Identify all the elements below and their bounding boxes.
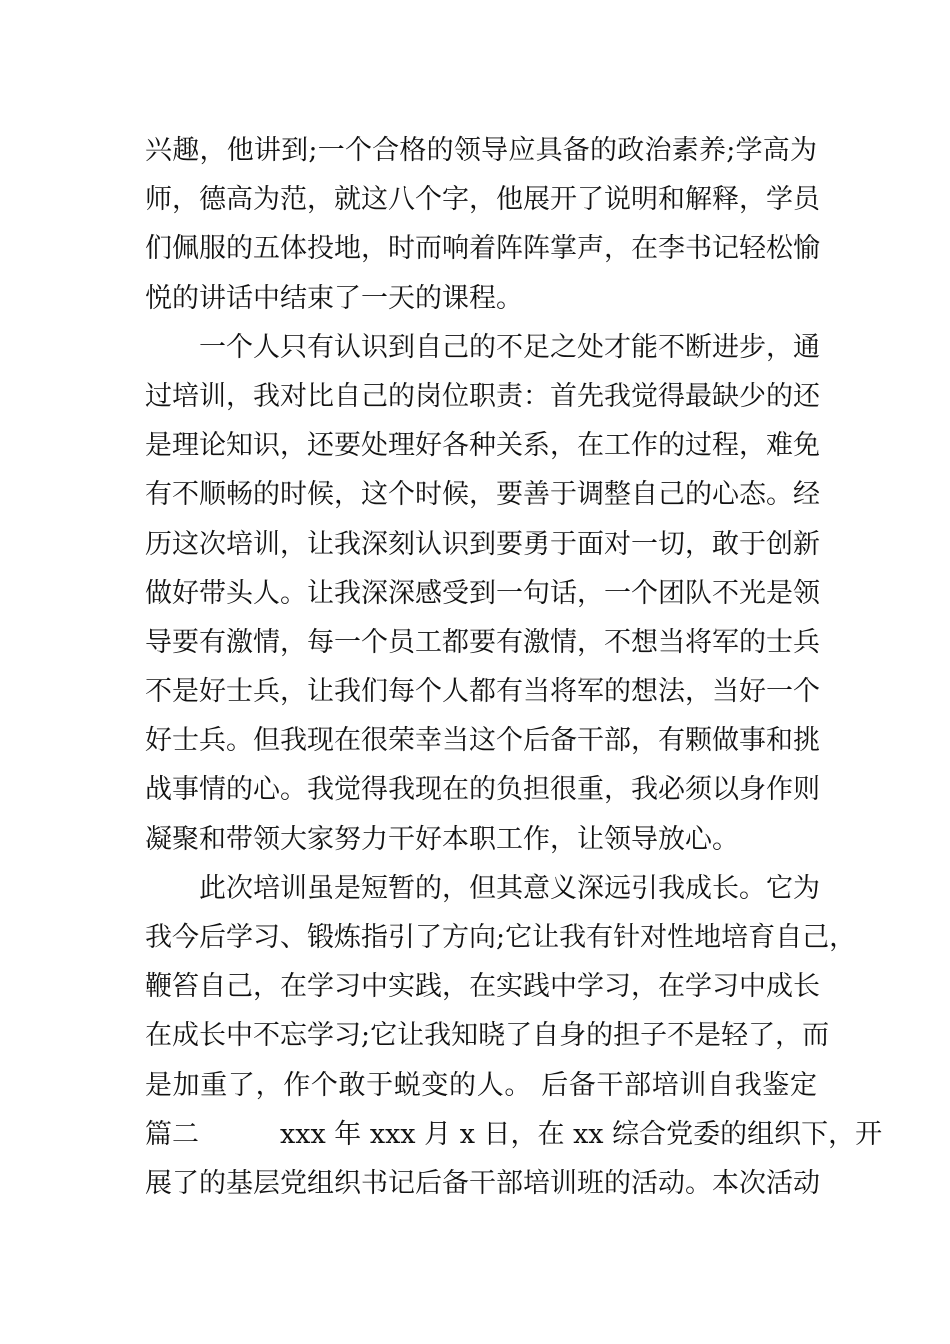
text-line: 篇二 xxx 年 xxx 月 x 日，在 xx 综合党委的组织下，开 xyxy=(145,1118,883,1150)
text-line: 导要有激情，每一个员工都要有激情，不想当将军的士兵 xyxy=(145,626,820,658)
text-line: 好士兵。但我现在很荣幸当这个后备干部，有颗做事和挑 xyxy=(145,725,820,757)
text-line: 有不顺畅的时候，这个时候，要善于调整自己的心态。经 xyxy=(145,479,820,511)
text-line: 做好带头人。让我深深感受到一句话，一个团队不光是领 xyxy=(145,577,820,609)
text-line: 展了的基层党组织书记后备干部培训班的活动。本次活动 xyxy=(145,1167,820,1199)
paragraph-first-line: 一个人只有认识到自己的不足之处才能不断进步，通 xyxy=(199,331,820,363)
text-line: 鞭笞自己，在学习中实践，在实践中学习，在学习中成长 xyxy=(145,971,820,1003)
text-line: 悦的讲话中结束了一天的课程。 xyxy=(145,282,523,314)
text-line: 师，德高为范，就这八个字，他展开了说明和解释，学员 xyxy=(145,184,820,216)
paragraph-first-line: 此次培训虽是短暂的，但其意义深远引我成长。它为 xyxy=(199,872,820,904)
text-line: 战事情的心。我觉得我现在的负担很重，我必须以身作则 xyxy=(145,774,820,806)
text-line: 在成长中不忘学习;它让我知晓了自身的担子不是轻了，而 xyxy=(145,1020,830,1052)
text-line: 们佩服的五体投地，时而响着阵阵掌声，在李书记轻松愉 xyxy=(145,233,820,265)
text-line: 不是好士兵，让我们每个人都有当将军的想法，当好一个 xyxy=(145,676,820,708)
body-text xyxy=(145,126,883,1208)
text-line: 是加重了，作个敢于蜕变的人。 后备干部培训自我鉴定 xyxy=(145,1069,817,1101)
text-line: 兴趣，他讲到;一个合格的领导应具备的政治素养;学高为 xyxy=(145,135,817,166)
text-line: 我今后学习、锻炼指引了方向;它让我有针对性地培育自己， xyxy=(145,922,857,953)
text-line: 过培训，我对比自己的岗位职责：首先我觉得最缺少的还 xyxy=(145,380,820,412)
text-line: 历这次培训，让我深刻认识到要勇于面对一切，敢于创新 xyxy=(145,528,820,560)
text-line: 是理论知识，还要处理好各种关系，在工作的过程，难免 xyxy=(145,430,820,462)
text-line: 凝聚和带领大家努力干好本职工作，让领导放心。 xyxy=(145,823,739,855)
